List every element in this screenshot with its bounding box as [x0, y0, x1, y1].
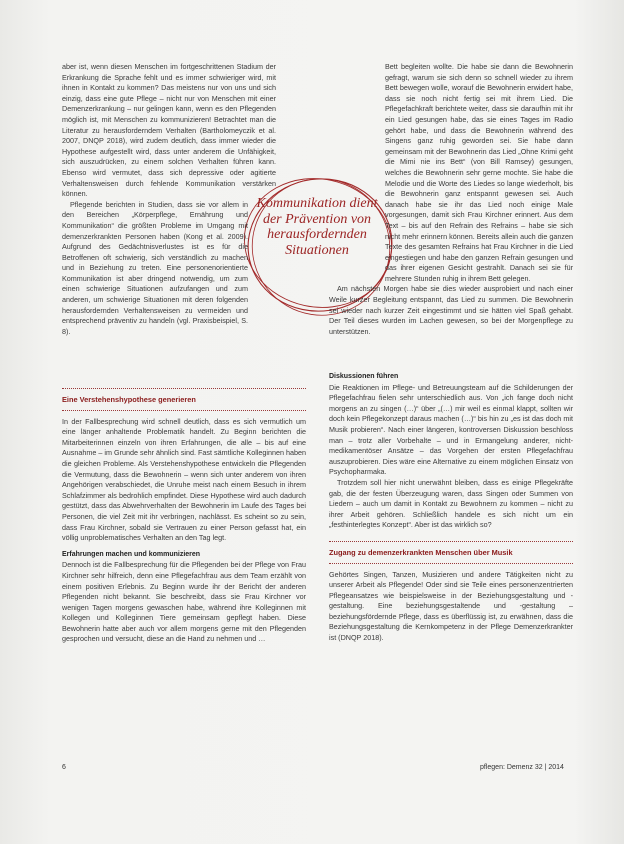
paragraph: Bett begleiten wollte. Die habe sie dann die Bewohnerin gefragt, warum sie sich denn so schnell wieder zu ihrem Bett bewegen wolle, worauf die Bewohnerin erwidert habe, dass sie noch nicht fertig sei mit ihrem Lied. Die Pflegefachkraft berichtete weiter, dass sie daraufhin mit ihr ein Lied gesungen habe, das sie eines Tages im Radio gehört habe, und dass die Bewohnerin während des Singens ganz ruhig geworden sei. Sie habe dann gemeinsam mit der Bewohnerin das Lied „Ohne Krimi geht die Mimi nie ins Bett“ (von Bill Ramsey) gesungen, welches die Bewohnerin sehr gerne mochte. Sie habe die Melodie und die Worte des Liedes so lange wiederholt, bis die Bewohnerin ganz entspannt gewesen sei. Auch danach habe sie ihr das Lied noch einige Male vorgesungen, damit sich Frau Kirchner erinnert. Aus dem Text – bis auf den Refrain des Refrains – habe sie sich nicht mehr erinnern können. Bereits allein auch die ganzen Texte des gesamten Refrains hat Frau Kirchner in die Lied eingestiegen und habe den ganzen Refrain gesungen und das ihrer eigenen Gesicht gestrahlt. Danach sei sie für mehrere Stunden ruhig in ihrem Bett gelegen.: [385, 62, 573, 283]
divider: [329, 563, 573, 564]
publication-footer: pflegen: Demenz 32 | 2014: [480, 764, 564, 771]
left-column-lower: [62, 384, 306, 645]
divider: [62, 388, 306, 389]
divider: [329, 541, 573, 542]
divider: [62, 410, 306, 411]
sub-heading: Erfahrungen machen und kommunizieren: [62, 550, 201, 558]
paragraph: Trotzdem soll hier nicht unerwähnt bleiben, dass es einige Pflegekräfte gab, die der festen Überzeugung waren, dass Singen oder Summen von Liedern – auch um damit in Kontakt zu Bewohnern zu kommen – nicht zu ihrer Arbeit gehören. Schließlich handele es sich nicht um ein „festhinterlegtes Konzept“. Aber ist das wirklich so?: [329, 477, 573, 530]
paragraph: In der Fallbesprechung wird schnell deutlich, dass es sich vermutlich um eine länger anhaltende Problematik handelt. Zu Beginn berichten die Mitarbeiterinnen einzeln von ihren Erfahrungen, die alle – bis auf eine Ausnahme – im Grunde sehr ähnlich sind. Fast sämtliche Kolleginnen haben die gleichen Probleme. Als Verstehenshypothese entwickeln die Pflegenden die Vermutung, dass die Bewohnerin – wenn sich unter anderem von ihren Angehörigen verabschiedet, die Unruhe meist nach einem Besuch in ihrem Schlafzimmer als bedrohlich empfindet. Diese Hypothese wird auch dadurch gestützt, dass das Abwehrverhalten der Bewohnerin im Laufe des Tages bei Personen, die viel Zeit mit ihr verbringen, nachlässt. Es scheint so zu sein, dass Frau Kirchner, sobald sie Vertrauen zu einer Person gefasst hat, ein völlig unproblematisches Verhalten an den Tag legt.: [62, 416, 306, 543]
paragraph: Gehörtes Singen, Tanzen, Musizieren und andere Tätigkeiten nicht zu unserer Arbeit als Pflegende! Oder sind sie Teile eines personenzentrierten Pflegeansatzes wie beispielsweise in der Beziehungsgestaltung und -gestaltung. Eine beziehungsgestaltende und -gestaltung – beziehungsfördernde Pflege, dass es überflüssig ist, zu erwähnen, dass die Beziehungsgestaltung die Kernkompetenz in der Pflege Demenzerkrankter ist (DNQP 2018).: [329, 569, 573, 643]
paragraph: Dennoch ist die Fallbesprechung für die Pflegenden bei der Pflege von Frau Kirchner sehr hilfreich, denn eine Pflegefachfrau aus dem Team erzählt von einem positiven Erlebnis. Zu Beginn wurde ihr der Bericht der anderen Pflegenden nicht bekannt. Sie beschreibt, dass sie Frau Kirchner vor wenigen Tagen morgens gewaschen habe, während ihre Kolleginnen mit Kollegen und Kolleginnen Tiere gemeinsam gepflegt haben. Diese Bewohnerin hatte aber auch vor allem morgens gerne mit den Pflegenden gesprochen und versucht, diese an die Hand zu nehmen und …: [62, 560, 306, 644]
paragraph: Am nächsten Morgen habe sie dies wieder ausprobiert und nach einer Weile kurzer Begleitung entspannt, das Lied zu summen. Die Bewohnerin sei wieder nach kurzer Zeit eingestimmt und sie hätten viel Spaß gehabt. Der Teil dieses wurden im Lachen gewesen, so bei der Morgenpflege zu unterstützen.: [329, 284, 573, 336]
page-number: 6: [62, 764, 66, 771]
left-column: [62, 62, 306, 337]
section-heading: Zugang zu demenzerkrankten Menschen über Musik: [329, 547, 513, 557]
right-column: [329, 62, 573, 337]
right-column-lower: [329, 372, 573, 644]
paragraph: aber ist, wenn diesen Menschen im fortgeschrittenen Stadium der Erkrankung die Sprache fehlt und es immer schwieriger wird, mit ihnen in Kontakt zu kommen? Das meistens nur von uns und sich einzig, dass eine gute Pflege – nicht nur von Menschen mit einer Demenzerkrankung – nur gelingen kann, wenn es den Pflegenden möglich ist, mit Menschen zu kommunizieren! Betrachtet man die Literatur zu herausforderndem Verhalten (Bartholomeyczik et al. 2007, DNQP 2018), wird zudem deutlich, dass immer wieder die Hypothese aufgestellt wird, dass unter anderem die Unfähigkeit, sich auszudrücken, zu einem solchen Verhalten führen kann. Ebenso wird vermutet, dass sich depressive oder agitierte Verhaltensweisen durch fehlende Kommunikation verstärken können.: [62, 62, 276, 199]
section-heading: Eine Verstehenshypothese generieren: [62, 395, 196, 404]
pull-quote: Kommunikation dient der Prävention von herausfordernden Situationen: [256, 196, 378, 258]
paragraph: Die Reaktionen im Pflege- und Betreuungsteam auf die Schilderungen der Pflegefachfrau fielen sehr unterschiedlich aus. Von „ich fange doch nicht morgens an zu singen (…)“ über „(…) mir weil es einmal klappt, sollten wir doch kein Pflegekonzept daraus machen (…)“ bis hin zu „es ist das doch mit Musik probieren“. Nach einer längeren, kontroversen Diskussion beschloss man – trotz aller Vorbehalte – und in Ermangelung anderer, nicht-medikamentöser Ansätze – das Vorgehen der ersten Pflegefachfrau auszuprobieren. Dies wäre eine Alternative zu einem möglichen Einsatz von Psychopharmaka.: [329, 382, 573, 477]
paragraph: Pflegende berichten in Studien, dass sie vor allem in den Bereichen „Körperpflege, Ernährung und Kommunikation“ die größten Probleme im Umgang mit demenzerkrankten Personen haben (Kong et al. 2009). Aufgrund des Gedächtnisverlustes ist es für die Betroffenen oft schwierig, sich verständlich zu machen und in Beziehung zu treten. Eine personenorientierte Kommunikation ist aber dringend notwendig, um zum einen schwierige Situationen aufzufangen und zum anderen, um schwierige Situationen mit deren folgenden herausfordernden Verhaltensweisen zu vermeiden und entsprechend präventiv zu handeln (vgl. Praxisbeispiel, S. 8).: [62, 199, 248, 336]
sub-heading: Diskussionen führen: [329, 373, 399, 380]
